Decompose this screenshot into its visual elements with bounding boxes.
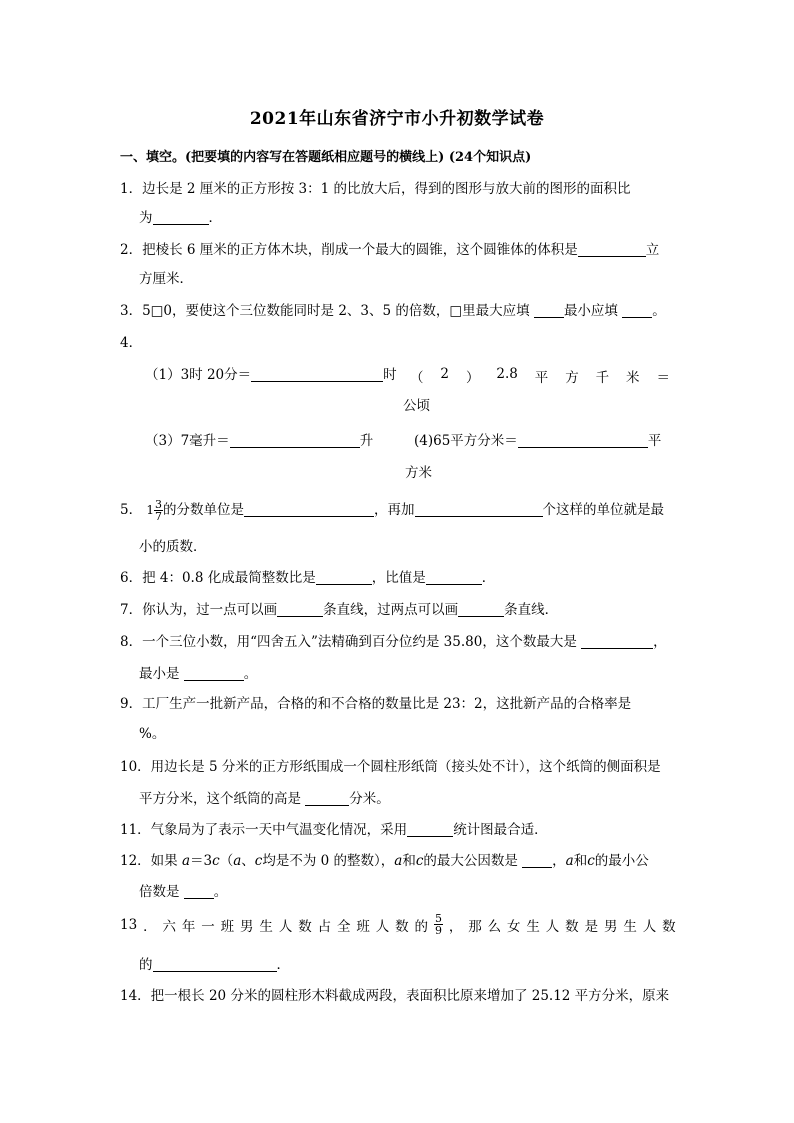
question-7-end: 条直线． [504, 602, 559, 618]
q13-char: 生 [259, 918, 273, 935]
question-5-cont: 小的质数． [139, 539, 207, 555]
q12-text: 12．如果 [120, 853, 182, 869]
question-11-text: 11．气象局为了表示一天中气温变化情况，采用 [120, 822, 408, 838]
fraction-denominator: 7 [155, 510, 163, 523]
answer-blank[interactable] [578, 242, 646, 257]
answer-blank[interactable] [244, 502, 374, 517]
fraction-numerator: 5 [434, 912, 442, 925]
q13-char: ． [143, 918, 157, 935]
question-6-text: 6．把 4：0.8 化成最简整数比是 [120, 570, 316, 586]
answer-blank[interactable] [153, 957, 277, 972]
answer-blank[interactable] [458, 602, 504, 617]
question-12-cont [139, 883, 227, 901]
variable-a: a [565, 853, 574, 869]
question-5 [120, 499, 664, 522]
question-4: 4． [120, 335, 143, 351]
answer-blank[interactable] [534, 303, 564, 318]
answer-blank[interactable] [184, 666, 244, 681]
question-6-end: ． [481, 570, 496, 586]
question-5-text-2: ，再加 [374, 502, 415, 518]
question-7-text-2: 条直线，过两点可以画 [323, 602, 459, 618]
answer-blank[interactable] [518, 433, 648, 448]
variable-a: a [394, 853, 403, 869]
question-13-cont [139, 956, 290, 974]
q13-char: 数 [298, 918, 312, 935]
question-1 [120, 180, 631, 198]
q13-char: 13 [120, 916, 138, 933]
question-6 [120, 569, 495, 587]
q13-text: ． [276, 957, 290, 973]
question-12 [120, 852, 649, 870]
answer-blank[interactable] [316, 570, 372, 585]
question-8-cont [139, 665, 257, 683]
page-title: 2021年山东省济宁市小升初数学试卷 [249, 109, 545, 129]
question-9-cont: %。 [139, 726, 166, 742]
question-13 [120, 913, 676, 936]
answer-blank[interactable] [153, 210, 209, 225]
q4-char: 2.8 [496, 366, 518, 382]
question-8-end: 。 [243, 666, 258, 682]
variable-c: c [415, 853, 424, 869]
question-10-end: 分米。 [349, 791, 390, 807]
q12-text: （ [219, 853, 234, 869]
q4-char: 2 [440, 366, 450, 382]
question-9: 9．工厂生产一批新产品，合格的和不合格的数量比是 23：2，这批新产品的合格率是 [120, 696, 632, 712]
q13-char: 男 [240, 918, 254, 935]
question-14: 14．把一根长 20 分米的圆柱形木料截成两段，表面积比原来增加了 25.12 平方分米，原来 [120, 988, 670, 1004]
question-7 [120, 601, 558, 619]
question-4-part-4 [414, 432, 661, 450]
q4-char: 平 [534, 370, 549, 386]
question-4-part-4-unit-2: 方米 [405, 465, 432, 481]
q13-char: 年 [181, 918, 196, 935]
q13-char: 生 [526, 918, 540, 935]
q12-text: 和 [573, 853, 588, 869]
fraction-numerator: 3 [155, 498, 163, 511]
question-8-text: 8．一个三位小数，用“四舍五入”法精确到百分位约是 35.80，这个数最大是 [120, 634, 577, 650]
q13-char: 生 [623, 918, 637, 935]
question-4-part-3 [145, 432, 373, 450]
q13-char: 数 [565, 918, 579, 935]
q13-char: 班 [356, 918, 370, 935]
variable-c: c [587, 853, 595, 869]
variable-a: a [233, 853, 242, 869]
question-3-text-2: 最小应填 [563, 303, 618, 319]
answer-blank[interactable] [277, 602, 323, 617]
question-4-part-3-text: （3）7毫升＝ [145, 433, 230, 449]
question-3 [120, 302, 666, 320]
question-4-part-2-unit: 公顷 [403, 398, 430, 414]
fraction [434, 913, 443, 936]
question-4-part-3-unit: 升 [359, 433, 374, 449]
mixed-number-whole: 1 [146, 503, 155, 517]
question-2-cont [139, 270, 193, 288]
q4-char: ＝ [656, 370, 670, 386]
q13-char: 六 [162, 918, 176, 935]
q13-char: 男 [603, 918, 618, 935]
q13-char: 人 [278, 918, 293, 935]
question-2-text-2: 方厘米． [139, 271, 193, 287]
q12-text: ＝3 [190, 853, 213, 869]
question-8-text-3: 最小是 [139, 666, 180, 682]
q12-text: 。 [213, 884, 228, 900]
q12-text: 和 [402, 853, 416, 869]
variable-c: c [254, 853, 263, 869]
q13-text: 的 [139, 957, 153, 973]
q4-char: （ [410, 370, 424, 386]
q12-text: 的最小公 [594, 853, 649, 869]
q13-char: 数 [662, 918, 676, 935]
question-11 [120, 821, 548, 839]
q13-char: 人 [642, 918, 657, 935]
question-4-part-1-unit: 时 [383, 367, 397, 383]
question-1-end: ． [208, 210, 222, 226]
answer-blank[interactable] [251, 367, 383, 382]
q13-char: 人 [375, 918, 390, 935]
fraction-denominator: 9 [434, 924, 442, 937]
question-5-num: 5． [120, 502, 143, 518]
q12-text: 均是不为 0 的整数）， [262, 853, 395, 869]
question-4-part-2 [410, 366, 670, 386]
q12-text: 、 [241, 853, 255, 869]
answer-blank[interactable] [305, 791, 349, 806]
q12-text: 倍数是 [139, 884, 180, 900]
q4-char: ） [465, 370, 480, 386]
question-3-text: 3．5□0，要使这个三位数能同时是 2、3、5 的倍数，□里最大应填 [120, 303, 530, 319]
q13-char: 一 [201, 918, 215, 935]
question-7-text: 7．你认为，过一点可以画 [120, 602, 278, 618]
question-4-part-1-text: （1）3时 20分＝ [145, 367, 252, 383]
section-heading: 一、填空。(把要填的内容写在答题纸相应题号的横线上) (24个知识点) [120, 150, 532, 165]
question-8 [120, 633, 667, 651]
variable-a: a [181, 853, 191, 869]
variable-c: c [212, 853, 220, 869]
question-10-text-2: 平方分米，这个纸筒的高是 [139, 791, 301, 807]
q12-text: 的最大公因数是 [423, 853, 518, 869]
question-6-text-2: ，比值是 [371, 570, 426, 586]
question-8-text-2: ， [653, 634, 667, 650]
q13-char: 的 [414, 918, 429, 935]
question-11-end: 统计图最合适． [453, 822, 548, 838]
q13-char: 数 [395, 918, 409, 935]
question-5-text: 的分数单位是 [163, 502, 245, 518]
q4-char: 方 [565, 370, 579, 386]
question-10: 10．用边长是 5 分米的正方形纸围成一个圆柱形纸筒（接头处不计），这个纸筒的侧面积是 [120, 759, 661, 775]
question-5-text-3: 个这样的单位就是最 [542, 502, 665, 518]
question-3-end: 。 [652, 303, 666, 319]
question-4-part-4-unit: 平 [647, 433, 662, 449]
q13-char: 那 [468, 918, 482, 935]
question-2-unit: 立 [645, 242, 660, 258]
q13-char: 全 [336, 918, 351, 935]
fraction [154, 499, 163, 522]
q13-char: 么 [487, 918, 502, 935]
q13-char: 人 [545, 918, 560, 935]
q12-text: ， [552, 853, 566, 869]
answer-blank[interactable] [184, 884, 214, 899]
answer-blank[interactable] [407, 822, 453, 837]
question-1-text-2: 为 [139, 210, 153, 226]
question-10-cont [139, 790, 390, 808]
q13-char: ， [448, 918, 463, 935]
question-1-text: 1．边长是 2 厘米的正方形按 3：1 的比放大后，得到的图形与放大前的图形的面积比 [120, 181, 631, 197]
question-2-text: 2．把棱长 6 厘米的正方体木块，削成一个最大的圆锥，这个圆锥体的体积是 [120, 242, 578, 258]
answer-blank[interactable] [581, 634, 653, 649]
question-4-part-4-text: (4)65平方分米＝ [414, 433, 518, 449]
question-2 [120, 241, 659, 259]
q13-char: 班 [220, 918, 235, 935]
answer-blank[interactable] [230, 433, 360, 448]
answer-blank[interactable] [622, 303, 652, 318]
q4-char: 米 [626, 370, 640, 386]
question-4-part-1 [145, 366, 397, 384]
q13-char: 是 [584, 918, 599, 935]
answer-blank[interactable] [426, 570, 482, 585]
q4-char: 千 [595, 370, 610, 386]
question-1-cont [139, 209, 222, 227]
q13-char: 占 [317, 918, 332, 935]
q13-char: 女 [507, 918, 521, 935]
answer-blank[interactable] [522, 853, 552, 868]
answer-blank[interactable] [415, 502, 543, 517]
